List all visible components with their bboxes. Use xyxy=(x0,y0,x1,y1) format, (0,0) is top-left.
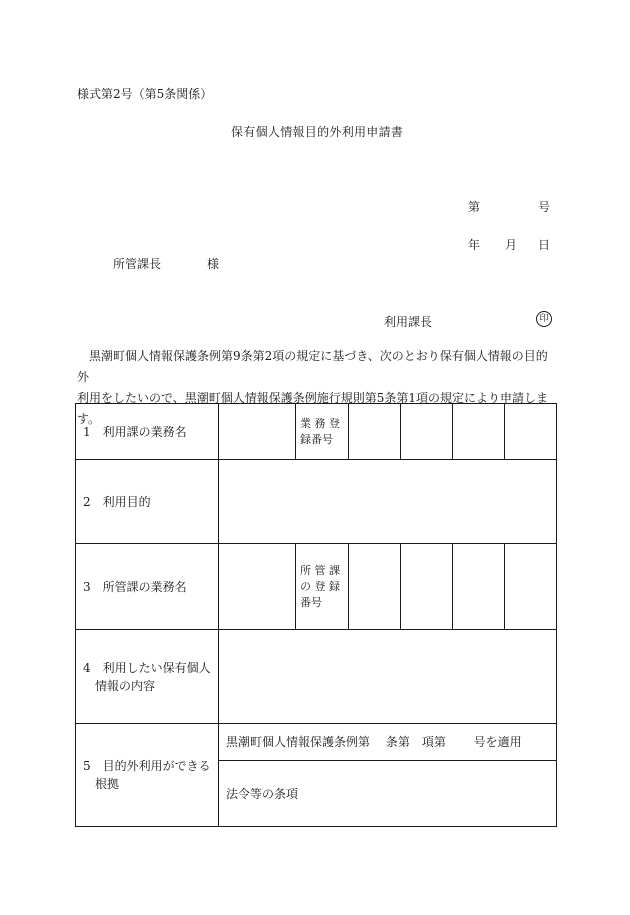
managing-reg-no-label-line1: 所 管 課 xyxy=(300,563,340,577)
date-year-label: 年 xyxy=(468,238,481,252)
row-info-content xyxy=(76,630,557,724)
managing-reg-no-label xyxy=(296,544,349,630)
purpose-input[interactable] xyxy=(219,460,557,544)
row-basis-ordinance xyxy=(76,724,557,761)
info-content-label-line2: 情報の内容 xyxy=(95,678,156,693)
managing-reg-no-box-2[interactable] xyxy=(401,544,453,630)
addressee-label: 所管課長 xyxy=(113,257,162,271)
basis-label-line2: 根拠 xyxy=(95,777,120,791)
date-day-label: 日 xyxy=(538,238,551,252)
managing-reg-no-box-1[interactable] xyxy=(349,544,401,630)
basis-label xyxy=(76,724,219,827)
business-reg-no-box-1[interactable] xyxy=(349,404,401,460)
managing-reg-no-label-line2: の 登 録 xyxy=(300,579,340,593)
business-reg-no-box-2[interactable] xyxy=(401,404,453,460)
user-dept-business-label: 1 利用課の業務名 xyxy=(76,404,219,460)
info-content-label-line1: 4 利用したい保有個人 xyxy=(83,660,211,675)
statement-line-2: 利用をしたいので、黒潮町個人情報保護条例施行規則第5条第1項の規定により申請します。 xyxy=(77,391,549,426)
row-user-dept-business xyxy=(76,404,557,460)
managing-reg-no-label-line3: 番号 xyxy=(300,595,322,609)
info-content-input[interactable] xyxy=(219,630,557,724)
row-managing-dept-business xyxy=(76,544,557,630)
business-reg-no-label xyxy=(296,404,349,460)
basis-law-field[interactable]: 法令等の条項 xyxy=(219,761,557,827)
basis-label-line1: 5 目的外利用ができる xyxy=(83,759,211,773)
business-reg-no-label-line1: 業 務 登 xyxy=(300,416,340,430)
doc-number-prefix: 第 xyxy=(468,200,481,214)
business-reg-no-box-4[interactable] xyxy=(505,404,557,460)
applicant-label: 利用課長 xyxy=(384,315,433,329)
business-reg-no-label-line2: 録番号 xyxy=(300,432,333,446)
managing-reg-no-box-3[interactable] xyxy=(453,544,505,630)
doc-number-suffix: 号 xyxy=(538,200,551,214)
seal-mark: 印 xyxy=(536,311,552,327)
managing-dept-business-label: 3 所管課の業務名 xyxy=(76,544,219,630)
application-table xyxy=(75,403,557,827)
statement-line-1: 黒潮町個人情報保護条例第9条第2項の規定に基づき、次のとおり保有個人情報の目的外 xyxy=(77,349,548,384)
form-number: 様式第2号（第5条関係） xyxy=(77,87,213,101)
purpose-label: 2 利用目的 xyxy=(76,460,219,544)
basis-ordinance-field[interactable]: 黒潮町個人情報保護条例第 条第 項第 号を適用 xyxy=(219,724,557,761)
managing-dept-business-input[interactable] xyxy=(219,544,296,630)
managing-reg-no-box-4[interactable] xyxy=(505,544,557,630)
info-content-label xyxy=(76,630,219,724)
business-reg-no-box-3[interactable] xyxy=(453,404,505,460)
addressee-honorific: 様 xyxy=(207,257,220,271)
row-purpose xyxy=(76,460,557,544)
date-month-label: 月 xyxy=(505,238,518,252)
document-title: 保有個人情報目的外利用申請書 xyxy=(231,125,404,139)
user-dept-business-input[interactable] xyxy=(219,404,296,460)
